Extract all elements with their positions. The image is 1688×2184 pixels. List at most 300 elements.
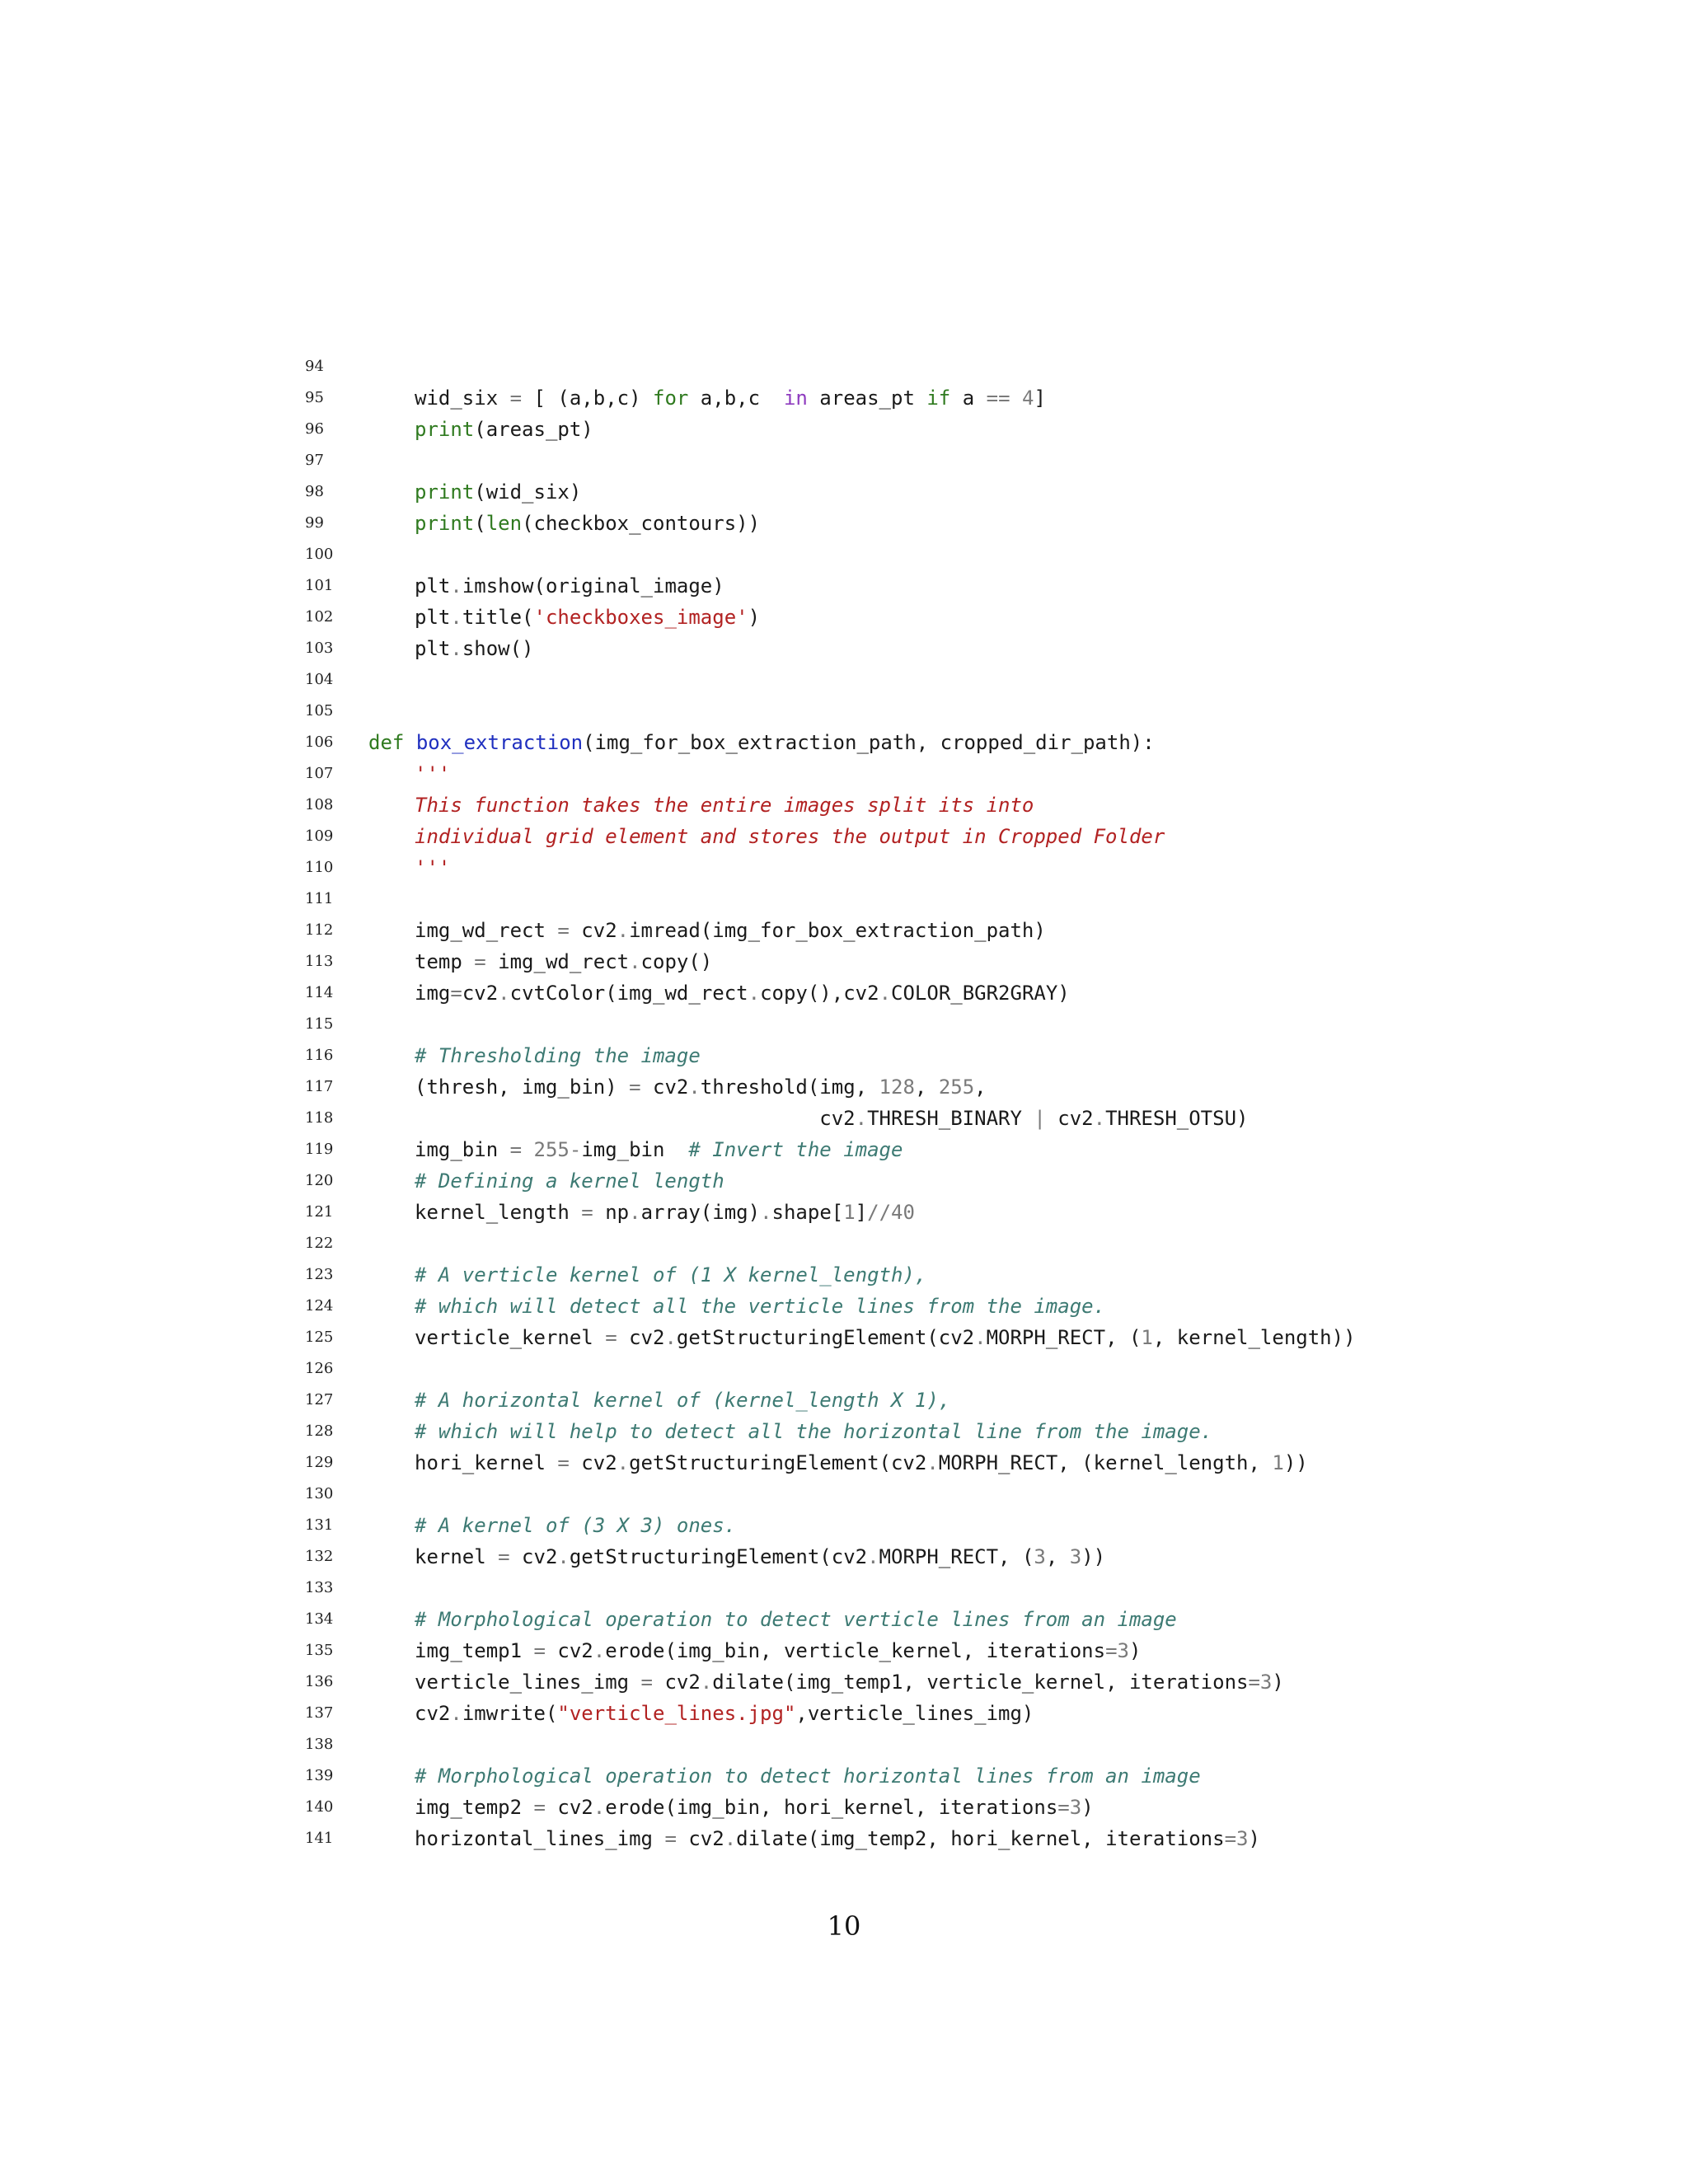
- code-line: [0, 883, 1688, 915]
- code-line: [0, 977, 1688, 1009]
- code-token-plain: MORPH_RECT, (kernel_length,: [938, 1451, 1273, 1474]
- line-number: 112: [305, 921, 334, 939]
- code-text: [415, 570, 724, 602]
- line-number: 99: [305, 514, 324, 532]
- code-token-plain: verticle_lines_img: [415, 1671, 641, 1694]
- line-number: 137: [305, 1704, 334, 1722]
- code-token-plain: a: [950, 387, 987, 410]
- code-token-plain: THRESH_BINARY: [867, 1107, 1034, 1130]
- code-token-com: # Morphological operation to detect verticle lines from an image: [415, 1608, 1177, 1631]
- code-token-num: 1: [1272, 1451, 1284, 1474]
- code-line: [0, 1197, 1688, 1228]
- code-token-op: .: [748, 982, 761, 1005]
- code-token-plain: erode(img_bin, verticle_kernel, iterations: [605, 1639, 1106, 1662]
- code-token-plain: cv2: [676, 1827, 724, 1850]
- code-token-op: //: [867, 1201, 892, 1224]
- line-number: 136: [305, 1673, 334, 1690]
- line-number: 100: [305, 546, 334, 563]
- code-token-plain: cv2: [569, 919, 617, 942]
- code-token-plain: a,b,c: [688, 387, 784, 410]
- code-token-plain: plt: [415, 606, 451, 629]
- code-text: [415, 1823, 1260, 1854]
- code-token-plain: ): [1081, 1796, 1094, 1819]
- code-text: [415, 1197, 915, 1228]
- code-token-op: .: [593, 1796, 606, 1819]
- code-token-op: .: [926, 1451, 939, 1474]
- code-token-op: =: [557, 919, 570, 942]
- code-token-op: =: [1105, 1639, 1118, 1662]
- code-token-plain: COLOR_BGR2GRAY): [891, 982, 1070, 1005]
- code-token-plain: (areas_pt): [474, 418, 593, 441]
- line-number: 129: [305, 1454, 334, 1471]
- code-token-op: |: [1034, 1107, 1046, 1130]
- code-text: [415, 1259, 926, 1291]
- code-token-plain: cvtColor(img_wd_rect: [509, 982, 748, 1005]
- code-token-fn: box_extraction: [415, 731, 584, 754]
- code-token-op: =: [1057, 1796, 1070, 1819]
- code-line: [0, 1760, 1688, 1792]
- line-number: 140: [305, 1798, 334, 1816]
- code-token-num: 4: [1021, 387, 1034, 410]
- code-token-num: 255: [533, 1138, 570, 1161]
- code-token-op: =: [1224, 1827, 1237, 1850]
- code-token-op: .: [664, 1326, 677, 1349]
- code-token-plain: [522, 1138, 533, 1161]
- code-text: [415, 382, 1046, 414]
- code-token-num: 3: [1069, 1796, 1082, 1819]
- code-token-op: .: [855, 1107, 868, 1130]
- code-line: [0, 1447, 1688, 1479]
- code-token-plain: cv2: [509, 1545, 558, 1568]
- code-token-plain: getStructuringElement(cv2: [569, 1545, 868, 1568]
- code-token-plain: MORPH_RECT, (: [879, 1545, 1034, 1568]
- code-token-plain: show(): [462, 637, 534, 660]
- code-token-plain: horizontal_lines_img: [415, 1827, 665, 1850]
- code-token-com: # Morphological operation to detect horizontal lines from an image: [415, 1765, 1201, 1788]
- code-text: [415, 414, 593, 445]
- code-token-plain: cv2: [415, 1702, 451, 1725]
- code-line: [0, 696, 1688, 727]
- code-token-str: "verticle_lines.jpg": [557, 1702, 796, 1725]
- code-line: [0, 1666, 1688, 1698]
- code-token-plain: threshold(img,: [700, 1076, 879, 1099]
- code-line: [0, 1259, 1688, 1291]
- line-number: 113: [305, 953, 334, 970]
- line-number: 111: [305, 890, 334, 907]
- code-line: [0, 1604, 1688, 1635]
- line-number: 115: [305, 1015, 334, 1033]
- line-number: 95: [305, 389, 324, 406]
- code-line: [0, 1353, 1688, 1385]
- code-token-plain: copy(),cv2: [760, 982, 879, 1005]
- code-text: [415, 1510, 736, 1541]
- code-line: [0, 508, 1688, 539]
- line-number: 124: [305, 1297, 334, 1315]
- line-number: 134: [305, 1610, 334, 1628]
- code-token-kw: if: [926, 387, 951, 410]
- code-text: [415, 821, 1165, 852]
- code-line: [0, 852, 1688, 883]
- code-token-op: =: [533, 1796, 546, 1819]
- code-token-plain: dilate(img_temp1, verticle_kernel, iterations: [712, 1671, 1249, 1694]
- line-number: 103: [305, 640, 334, 657]
- code-token-op: .: [450, 637, 462, 660]
- code-line: [0, 1416, 1688, 1447]
- line-number: 135: [305, 1642, 334, 1659]
- code-token-com: # A verticle kernel of (1 X kernel_length),: [415, 1263, 927, 1286]
- line-number: 104: [305, 671, 334, 688]
- code-token-com: # Defining a kernel length: [415, 1169, 724, 1193]
- code-line: [0, 1479, 1688, 1510]
- line-number: 138: [305, 1736, 334, 1753]
- code-token-op: .: [617, 919, 630, 942]
- code-text: [415, 790, 1034, 821]
- code-text: [415, 1416, 1212, 1447]
- code-line: [0, 946, 1688, 977]
- code-token-plain: img_bin: [415, 1138, 510, 1161]
- code-token-plain: imshow(original_image): [462, 574, 724, 598]
- code-token-plain: (thresh, img_bin): [415, 1076, 630, 1099]
- code-token-op: .: [724, 1827, 737, 1850]
- code-token-plain: ]: [1034, 387, 1046, 410]
- code-text: [415, 1604, 1177, 1635]
- code-token-num: 3: [1034, 1545, 1046, 1568]
- code-token-op: .: [498, 982, 510, 1005]
- line-number: 114: [305, 984, 334, 1001]
- code-token-op: =: [450, 982, 462, 1005]
- code-token-plain: [ (a,b,c): [522, 387, 653, 410]
- code-token-op: -: [569, 1138, 582, 1161]
- code-token-op: .: [593, 1639, 606, 1662]
- code-text: [415, 1291, 1105, 1322]
- code-token-plain: ): [748, 606, 761, 629]
- code-token-op: .: [617, 1451, 630, 1474]
- code-token-plain: cv2: [545, 1639, 593, 1662]
- line-number: 109: [305, 827, 334, 845]
- code-token-plain: areas_pt: [807, 387, 927, 410]
- code-line: [0, 790, 1688, 821]
- code-token-str: 'checkboxes_image': [533, 606, 748, 629]
- code-token-op: .: [760, 1201, 772, 1224]
- code-line: [0, 758, 1688, 790]
- line-number: 116: [305, 1047, 334, 1064]
- code-token-plain: erode(img_bin, hori_kernel, iterations: [605, 1796, 1058, 1819]
- line-number: 119: [305, 1141, 334, 1158]
- code-line: [0, 1134, 1688, 1165]
- code-token-op: =: [533, 1639, 546, 1662]
- code-token-doc: ''': [415, 856, 451, 879]
- line-number: 139: [305, 1767, 334, 1784]
- code-text: [415, 915, 1046, 946]
- code-token-kw: def: [368, 731, 405, 754]
- code-text: [415, 633, 534, 664]
- code-token-plain: ]: [855, 1201, 868, 1224]
- code-token-plain: imwrite(: [462, 1702, 558, 1725]
- code-token-in: in: [783, 387, 808, 410]
- code-token-plain: verticle_kernel: [415, 1326, 606, 1349]
- code-token-plain: THRESH_OTSU): [1105, 1107, 1249, 1130]
- code-line: [0, 1792, 1688, 1823]
- line-number: 132: [305, 1548, 334, 1565]
- code-token-plain: , kernel_length)): [1152, 1326, 1356, 1349]
- code-line: [0, 1103, 1688, 1134]
- line-number: 107: [305, 765, 334, 782]
- code-token-plain: plt: [415, 637, 451, 660]
- code-text: [415, 852, 450, 883]
- code-token-plain: img_wd_rect: [415, 919, 558, 942]
- code-token-op: ==: [986, 387, 1010, 410]
- code-token-op: =: [498, 1545, 510, 1568]
- line-number: 141: [305, 1830, 334, 1847]
- code-token-op: =: [664, 1827, 677, 1850]
- code-token-plain: [1010, 387, 1022, 410]
- code-token-doc: This function takes the entire images split its into: [415, 794, 1034, 817]
- line-number: 117: [305, 1078, 334, 1095]
- code-text: [415, 1071, 987, 1103]
- code-token-com: # A horizontal kernel of (kernel_length X 1),: [415, 1389, 951, 1412]
- code-line: [0, 445, 1688, 476]
- code-token-op: =: [1248, 1671, 1260, 1694]
- code-line: [0, 1165, 1688, 1197]
- code-line: [0, 1572, 1688, 1604]
- code-line: [0, 539, 1688, 570]
- line-number: 106: [305, 733, 334, 751]
- line-number: 110: [305, 859, 334, 876]
- code-text: [415, 1760, 1201, 1792]
- code-line: [0, 602, 1688, 633]
- line-number: 94: [305, 358, 324, 375]
- code-token-bi: print: [415, 512, 475, 535]
- code-text: [415, 1792, 1094, 1823]
- code-token-plain: (checkbox_contours)): [522, 512, 761, 535]
- code-token-plain: getStructuringElement(cv2: [676, 1326, 975, 1349]
- code-token-plain: plt: [415, 574, 451, 598]
- code-token-plain: ,verticle_lines_img): [795, 1702, 1034, 1725]
- code-token-num: 255: [938, 1076, 975, 1099]
- code-token-plain: temp: [415, 950, 475, 973]
- line-number: 108: [305, 796, 334, 813]
- code-text: [415, 476, 581, 508]
- code-token-plain: )): [1283, 1451, 1308, 1474]
- code-line: [0, 727, 1688, 758]
- code-token-plain: (: [474, 512, 486, 535]
- code-line: [0, 1291, 1688, 1322]
- line-number: 118: [305, 1109, 334, 1127]
- code-line: [0, 1541, 1688, 1572]
- code-token-plain: cv2: [415, 1107, 856, 1130]
- code-line: [0, 1040, 1688, 1071]
- code-token-plain: (wid_six): [474, 480, 582, 504]
- code-text: [415, 977, 1070, 1009]
- code-line: [0, 1071, 1688, 1103]
- code-token-com: # Thresholding the image: [415, 1044, 701, 1067]
- code-token-plain: kernel_length: [415, 1201, 582, 1224]
- code-token-plain: cv2: [545, 1796, 593, 1819]
- line-number: 131: [305, 1516, 334, 1534]
- code-listing: [0, 351, 1688, 1854]
- code-line: [0, 1823, 1688, 1854]
- line-number: 123: [305, 1266, 334, 1283]
- code-token-plain: np: [593, 1201, 630, 1224]
- code-line: [0, 915, 1688, 946]
- code-text: [415, 1040, 701, 1071]
- line-number: 121: [305, 1203, 334, 1221]
- code-token-op: =: [509, 1138, 523, 1161]
- code-text: [415, 758, 450, 790]
- code-text: [415, 1385, 950, 1416]
- code-token-num: 3: [1236, 1827, 1249, 1850]
- code-token-doc: ''': [415, 762, 451, 785]
- code-token-plain: ,: [974, 1076, 987, 1099]
- code-text: [415, 1134, 903, 1165]
- code-token-op: =: [581, 1201, 593, 1224]
- line-number: 122: [305, 1235, 334, 1252]
- code-token-plain: hori_kernel: [415, 1451, 558, 1474]
- code-token-plain: dilate(img_temp2, hori_kernel, iterations: [736, 1827, 1225, 1850]
- code-token-op: =: [509, 387, 523, 410]
- code-token-op: .: [450, 574, 462, 598]
- line-number: 120: [305, 1172, 334, 1189]
- code-token-num: 3: [1117, 1639, 1129, 1662]
- code-text: [415, 1635, 1141, 1666]
- code-text: [415, 1322, 1356, 1353]
- code-text: [415, 1165, 724, 1197]
- code-line: [0, 1385, 1688, 1416]
- code-token-num: 3: [1259, 1671, 1273, 1694]
- line-number: 128: [305, 1422, 334, 1440]
- code-token-plain: wid_six: [415, 387, 510, 410]
- code-token-kw: for: [653, 387, 689, 410]
- code-token-num: 3: [1069, 1545, 1082, 1568]
- code-token-plain: ,: [914, 1076, 939, 1099]
- page-number: 10: [827, 1910, 861, 1942]
- code-token-op: .: [700, 1671, 713, 1694]
- line-number: 126: [305, 1360, 334, 1377]
- code-token-com: # A kernel of (3 X 3) ones.: [415, 1514, 737, 1537]
- code-token-num: 1: [1141, 1326, 1153, 1349]
- code-text: [415, 508, 760, 539]
- line-number: 98: [305, 483, 324, 500]
- code-line: [0, 1228, 1688, 1259]
- code-token-plain: array(img): [640, 1201, 761, 1224]
- line-number: 96: [305, 420, 324, 438]
- line-number: 97: [305, 452, 324, 469]
- code-token-plain: ): [1248, 1827, 1260, 1850]
- code-line: [0, 664, 1688, 696]
- code-text: [415, 1447, 1308, 1479]
- code-text: [415, 1698, 1034, 1729]
- code-token-num: 1: [843, 1201, 856, 1224]
- code-token-bi: print: [415, 480, 475, 504]
- code-token-plain: )): [1081, 1545, 1106, 1568]
- code-token-plain: img_wd_rect: [485, 950, 630, 973]
- code-token-op: .: [557, 1545, 570, 1568]
- line-number: 133: [305, 1579, 334, 1596]
- code-token-doc: individual grid element and stores the output in Cropped Folder: [415, 825, 1165, 848]
- code-token-op: .: [974, 1326, 987, 1349]
- code-token-op: .: [450, 606, 462, 629]
- code-token-plain: imread(img_for_box_extraction_path): [629, 919, 1046, 942]
- code-line: [0, 1322, 1688, 1353]
- code-token-plain: MORPH_RECT, (: [986, 1326, 1142, 1349]
- code-token-plain: kernel: [415, 1545, 499, 1568]
- code-line: [0, 476, 1688, 508]
- code-token-op: =: [629, 1076, 641, 1099]
- code-token-plain: img_temp1: [415, 1639, 534, 1662]
- code-token-plain: (img_for_box_extraction_path, cropped_dir_path):: [583, 731, 1155, 754]
- code-token-plain: title(: [462, 606, 534, 629]
- code-text: [415, 602, 760, 633]
- code-token-op: .: [450, 1702, 462, 1725]
- code-text: [415, 1541, 1105, 1572]
- code-line: [0, 1729, 1688, 1760]
- code-token-op: =: [474, 950, 486, 973]
- code-token-plain: getStructuringElement(cv2: [629, 1451, 927, 1474]
- line-number: 102: [305, 608, 334, 626]
- code-text: [415, 946, 712, 977]
- code-token-num: 128: [879, 1076, 915, 1099]
- code-token-bi: len: [485, 512, 523, 535]
- code-line: [0, 1698, 1688, 1729]
- code-token-op: =: [605, 1326, 617, 1349]
- code-token-plain: [404, 731, 415, 754]
- code-token-plain: ): [1128, 1639, 1142, 1662]
- code-token-plain: shape[: [771, 1201, 844, 1224]
- code-line: [0, 570, 1688, 602]
- code-line: [0, 633, 1688, 664]
- code-token-plain: img_bin: [581, 1138, 689, 1161]
- code-line: [0, 414, 1688, 445]
- code-token-op: .: [688, 1076, 701, 1099]
- code-token-op: =: [640, 1671, 653, 1694]
- code-token-plain: cv2: [653, 1671, 701, 1694]
- code-token-op: .: [1093, 1107, 1106, 1130]
- code-token-com: # which will help to detect all the horizontal line from the image.: [415, 1420, 1213, 1443]
- line-number: 125: [305, 1329, 334, 1346]
- code-token-plain: copy(): [640, 950, 713, 973]
- line-number: 105: [305, 702, 334, 719]
- code-text: [415, 1666, 1284, 1698]
- code-token-op: .: [879, 982, 892, 1005]
- code-token-plain: cv2: [617, 1326, 665, 1349]
- code-token-com: # Invert the image: [688, 1138, 903, 1161]
- code-token-num: 40: [891, 1201, 915, 1224]
- code-token-com: # which will detect all the verticle lines from the image.: [415, 1295, 1106, 1318]
- code-text: [415, 1103, 1248, 1134]
- code-line: [0, 1510, 1688, 1541]
- code-token-plain: img_temp2: [415, 1796, 534, 1819]
- code-token-plain: img: [415, 982, 451, 1005]
- code-token-plain: cv2: [1045, 1107, 1094, 1130]
- code-token-plain: ): [1272, 1671, 1284, 1694]
- line-number: 130: [305, 1485, 334, 1502]
- code-line: [0, 821, 1688, 852]
- code-token-plain: cv2: [569, 1451, 617, 1474]
- code-token-plain: cv2: [640, 1076, 689, 1099]
- line-number: 127: [305, 1391, 334, 1408]
- code-line: [0, 1009, 1688, 1040]
- code-token-plain: cv2: [462, 982, 499, 1005]
- code-token-op: =: [557, 1451, 570, 1474]
- line-number: 101: [305, 577, 334, 594]
- code-line: [0, 382, 1688, 414]
- code-token-plain: ,: [1045, 1545, 1070, 1568]
- code-token-op: .: [867, 1545, 879, 1568]
- code-text: [368, 727, 1155, 758]
- code-token-op: .: [629, 950, 641, 973]
- code-token-op: .: [629, 1201, 641, 1224]
- code-line: [0, 1635, 1688, 1666]
